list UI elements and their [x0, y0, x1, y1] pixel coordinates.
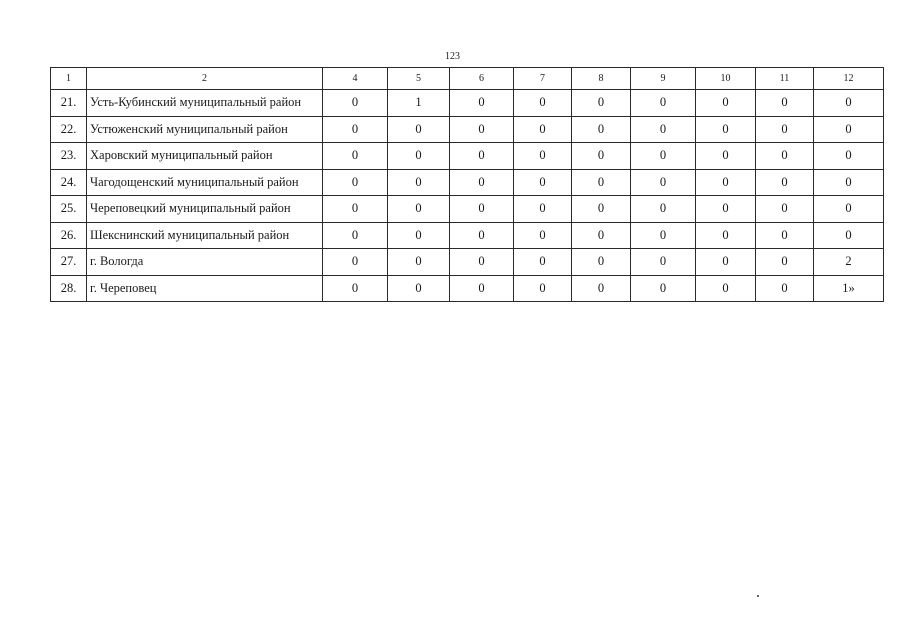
column-header: 8 [572, 68, 631, 90]
table-row [51, 143, 884, 170]
table-row [51, 90, 884, 117]
value-cell: 0 [696, 143, 756, 170]
value-cell: 0 [696, 222, 756, 249]
value-cell: 0 [514, 222, 572, 249]
column-header: 2 [87, 68, 323, 90]
municipality-name-cell: Чагодощенский муниципальный район [87, 169, 323, 196]
value-cell: 1 [388, 90, 450, 117]
table-header-row [51, 68, 884, 90]
row-number-cell: 27. [51, 249, 87, 276]
value-cell: 0 [814, 143, 884, 170]
value-cell: 0 [696, 116, 756, 143]
value-cell: 0 [450, 222, 514, 249]
value-cell: 0 [514, 196, 572, 223]
value-cell: 0 [323, 169, 388, 196]
value-cell: 0 [514, 275, 572, 302]
value-cell: 0 [814, 196, 884, 223]
value-cell: 0 [323, 249, 388, 276]
value-cell: 0 [631, 249, 696, 276]
value-cell: 0 [631, 169, 696, 196]
value-cell: 0 [450, 196, 514, 223]
value-cell: 0 [514, 249, 572, 276]
value-cell: 0 [696, 169, 756, 196]
value-cell: 0 [450, 169, 514, 196]
value-cell: 0 [756, 249, 814, 276]
municipality-name-cell: Усть-Кубинский муниципальный район [87, 90, 323, 117]
column-header: 4 [323, 68, 388, 90]
row-number-cell: 22. [51, 116, 87, 143]
value-cell: 0 [696, 90, 756, 117]
value-cell: 0 [323, 116, 388, 143]
column-header: 11 [756, 68, 814, 90]
value-cell: 1» [814, 275, 884, 302]
column-header: 5 [388, 68, 450, 90]
value-cell: 0 [814, 116, 884, 143]
value-cell: 0 [696, 275, 756, 302]
row-number-cell: 23. [51, 143, 87, 170]
value-cell: 0 [572, 275, 631, 302]
value-cell: 0 [572, 116, 631, 143]
value-cell: 0 [388, 143, 450, 170]
value-cell: 0 [756, 169, 814, 196]
municipality-name-cell: г. Вологда [87, 249, 323, 276]
column-header: 1 [51, 68, 87, 90]
value-cell: 0 [696, 196, 756, 223]
column-header: 12 [814, 68, 884, 90]
value-cell: 0 [814, 169, 884, 196]
value-cell: 0 [450, 143, 514, 170]
column-header: 6 [450, 68, 514, 90]
value-cell: 0 [572, 222, 631, 249]
value-cell: 0 [514, 143, 572, 170]
value-cell: 0 [388, 275, 450, 302]
municipality-name-cell: Харовский муниципальный район [87, 143, 323, 170]
value-cell: 0 [756, 90, 814, 117]
value-cell: 0 [631, 196, 696, 223]
value-cell: 0 [388, 196, 450, 223]
row-number-cell: 28. [51, 275, 87, 302]
value-cell: 0 [514, 169, 572, 196]
value-cell: 0 [756, 116, 814, 143]
row-number-cell: 21. [51, 90, 87, 117]
municipality-name-cell: Шекснинский муниципальный район [87, 222, 323, 249]
table-row [51, 249, 884, 276]
column-header: 9 [631, 68, 696, 90]
row-number-cell: 26. [51, 222, 87, 249]
column-header: 7 [514, 68, 572, 90]
value-cell: 0 [388, 222, 450, 249]
value-cell: 0 [572, 90, 631, 117]
table-row [51, 275, 884, 302]
value-cell: 0 [814, 222, 884, 249]
value-cell: 0 [572, 249, 631, 276]
value-cell: 0 [756, 275, 814, 302]
value-cell: 0 [572, 196, 631, 223]
value-cell: 0 [696, 249, 756, 276]
value-cell: 0 [450, 90, 514, 117]
value-cell: 0 [756, 222, 814, 249]
municipality-name-cell: г. Череповец [87, 275, 323, 302]
value-cell: 0 [572, 143, 631, 170]
value-cell: 0 [631, 143, 696, 170]
table-row [51, 196, 884, 223]
value-cell: 0 [323, 90, 388, 117]
row-number-cell: 25. [51, 196, 87, 223]
value-cell: 0 [388, 116, 450, 143]
municipality-name-cell: Череповецкий муниципальный район [87, 196, 323, 223]
table-row [51, 169, 884, 196]
municipality-name-cell: Устюженский муниципальный район [87, 116, 323, 143]
row-number-cell: 24. [51, 169, 87, 196]
value-cell: 0 [450, 275, 514, 302]
value-cell: 0 [756, 143, 814, 170]
value-cell: 0 [631, 275, 696, 302]
value-cell: 0 [514, 116, 572, 143]
value-cell: 0 [388, 249, 450, 276]
value-cell: 0 [631, 90, 696, 117]
value-cell: 0 [323, 275, 388, 302]
table-row [51, 222, 884, 249]
column-header: 10 [696, 68, 756, 90]
value-cell: 0 [514, 90, 572, 117]
page-number: 123 [445, 51, 460, 62]
value-cell: 0 [323, 143, 388, 170]
table-row [51, 116, 884, 143]
value-cell: 0 [631, 222, 696, 249]
value-cell: 0 [756, 196, 814, 223]
value-cell: 0 [323, 222, 388, 249]
value-cell: 0 [631, 116, 696, 143]
value-cell: 0 [814, 90, 884, 117]
value-cell: 0 [450, 249, 514, 276]
value-cell: 0 [323, 196, 388, 223]
value-cell: 0 [450, 116, 514, 143]
value-cell: 2 [814, 249, 884, 276]
value-cell: 0 [388, 169, 450, 196]
statistics-table [50, 67, 884, 302]
value-cell: 0 [572, 169, 631, 196]
scan-dot-mark [757, 595, 759, 597]
